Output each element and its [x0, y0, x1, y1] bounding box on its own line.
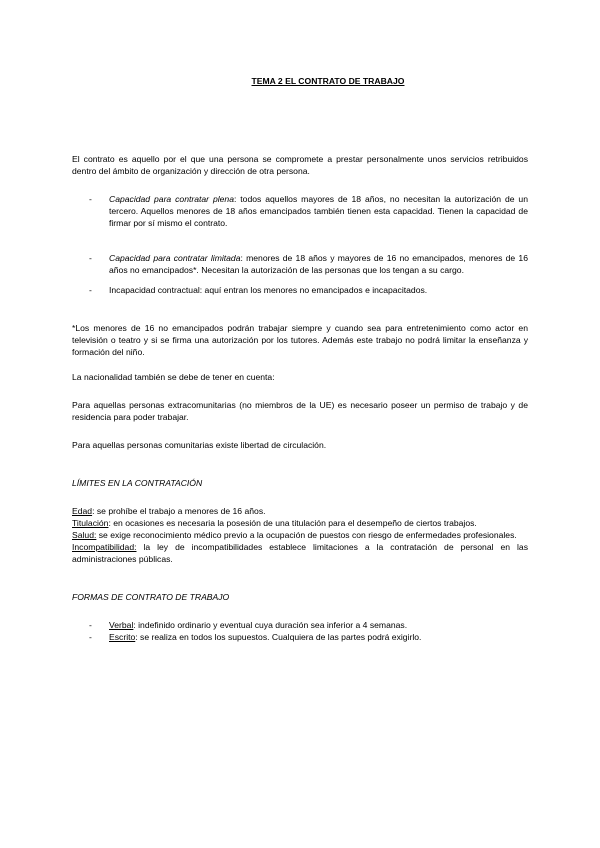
limit-term: Salud:	[72, 530, 97, 540]
limit-item	[72, 517, 528, 529]
limit-text: la ley de incompatibilidades establece limitaciones a la contratación de personal en las administraciones públicas.	[72, 542, 528, 564]
item-text: Incapacidad contractual: aquí entran los menores no emancipados e incapacitados.	[109, 285, 428, 295]
dash-marker: -	[89, 194, 92, 204]
forms-heading: FORMAS DE CONTRATO DE TRABAJO	[72, 592, 230, 602]
limit-text: se exige reconocimiento médico previo a la ocupación de puestos con riesgo de enfermedades profesionales.	[96, 530, 517, 540]
limit-term: Edad	[72, 506, 93, 516]
limits-section	[72, 505, 528, 565]
limit-text: : se prohíbe el trabajo a menores de 16 años.	[92, 506, 266, 516]
limit-item	[72, 541, 528, 565]
list-item	[72, 193, 528, 229]
forms-list	[72, 619, 528, 643]
list-item	[72, 284, 528, 296]
list-item	[72, 631, 528, 643]
item-text: : indefinido ordinario y eventual cuya duración sea inferior a 4 semanas.	[133, 620, 408, 630]
limit-term: Titulación	[72, 518, 109, 528]
item-text: : se realiza en todos los supuestos. Cualquiera de las partes podrá exigirlo.	[135, 632, 422, 642]
item-term: Escrito	[109, 632, 136, 642]
item-text: : menores de 18 años y mayores de 16 no emancipados, menores de 16 años no emancipados*. Necesitan la autorización de las personas que los tengan a su cargo.	[109, 253, 528, 275]
nationality-paragraph: La nacionalidad también se debe de tener en cuenta:	[72, 372, 275, 382]
dash-marker: -	[89, 285, 92, 295]
dash-marker: -	[89, 253, 92, 263]
item-term: Capacidad para contratar limitada	[109, 253, 241, 263]
extracomunitarias-paragraph: Para aquellas personas extracomunitarias (no miembros de la UE) es necesario poseer un permiso de trabajo y de residencia para poder trabajar.	[72, 400, 528, 422]
footnote-paragraph: *Los menores de 16 no emancipados podrán trabajar siempre y cuando sea para entretenimiento como actor en televisión o teatro y si se firma una autorización por los tutores. Además este trabajo no podrá limitar la enseñanza y formación del niño.	[72, 323, 528, 357]
limits-heading: LÍMITES EN LA CONTRATACIÓN	[72, 478, 203, 488]
dash-marker: -	[89, 632, 92, 642]
list-item	[72, 252, 528, 276]
dash-marker: -	[89, 620, 92, 630]
limit-item	[72, 529, 528, 541]
item-text: : todos aquellos mayores de 18 años, no necesitan la autorización de un tercero. Aquellos menores de 18 años emancipados también tienen esta capacidad. Tienen la capacidad de firmar por sí mismo el contrato.	[109, 194, 528, 228]
comunitarias-paragraph: Para aquellas personas comunitarias existe libertad de circulación.	[72, 440, 327, 450]
intro-paragraph: El contrato es aquello por el que una persona se compromete a prestar personalmente unos servicios retribuidos dentro del ámbito de organización y dirección de otra persona.	[72, 154, 528, 176]
list-item	[72, 619, 528, 631]
item-term: Capacidad para contratar plena	[109, 194, 234, 204]
capacity-list	[72, 193, 528, 296]
document-title: TEMA 2 EL CONTRATO DE TRABAJO	[251, 76, 405, 86]
limit-term: Incompatibilidad:	[72, 542, 137, 552]
limit-item	[72, 505, 528, 517]
item-term: Verbal	[109, 620, 134, 630]
limit-text: : en ocasiones es necesaria la posesión de una titulación para el desempeño de ciertos trabajos.	[108, 518, 477, 528]
